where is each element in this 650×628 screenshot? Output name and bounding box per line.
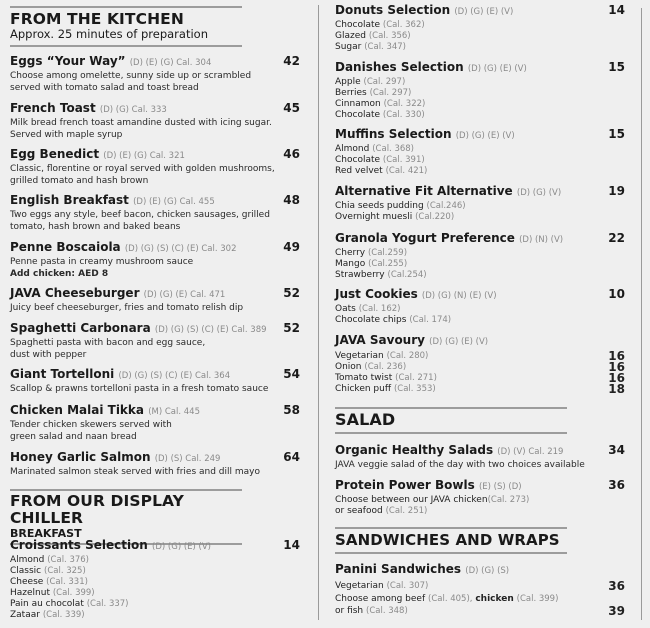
divider <box>335 432 567 434</box>
item-name: Donuts Selection <box>335 3 451 17</box>
divider <box>10 489 242 491</box>
item-desc: Two eggs any style, beef bacon, chicken sausages, grilled <box>10 210 270 220</box>
item-price: 49 <box>283 240 300 254</box>
option-cal: (Cal. 174) <box>409 315 452 325</box>
option-row <box>10 610 300 621</box>
option-row <box>10 599 300 610</box>
item-price: 10 <box>608 287 625 301</box>
item-desc: grilled tomato and hash brown <box>10 175 149 186</box>
item-desc: Marinated salmon steak served with fries and dill mayo <box>10 467 260 477</box>
option-name: Zataar <box>10 610 40 620</box>
item-name: Panini Sandwiches <box>335 562 462 576</box>
desc-cal: (Cal. 273) <box>487 495 530 505</box>
option-cal: (Cal. 236) <box>364 362 407 372</box>
option-name: Glazed <box>335 31 366 41</box>
item-name: Egg Benedict <box>10 147 100 161</box>
option-row <box>335 88 625 99</box>
item-tags: (D) (G) (E) Cal. 471 <box>143 290 226 300</box>
item-price: 54 <box>283 367 300 381</box>
item-tags: (D) (G) (S) (C) (E) Cal. 389 <box>154 325 267 335</box>
menu-item <box>10 240 300 280</box>
item-tags: (D) (G) (V) <box>516 188 562 198</box>
item-name: Protein Power Bowls <box>335 478 475 492</box>
divider <box>10 45 242 47</box>
option-cal: (Cal. 376) <box>47 555 89 565</box>
item-tags: (D) (S) Cal. 249 <box>154 454 221 464</box>
item-name: Giant Tortelloni <box>10 367 115 381</box>
menu-item <box>10 367 300 396</box>
item-tags: (D) (G) (E) (V) <box>467 64 527 74</box>
item-price: 34 <box>608 443 625 457</box>
option-row <box>10 566 300 577</box>
item-tags: (D) (G) (E) (V) <box>152 542 211 552</box>
option-name: Chicken puff <box>335 384 392 394</box>
option-name: Hazelnut <box>10 588 50 598</box>
option-row <box>335 201 625 212</box>
option-name: Chocolate chips <box>335 315 407 325</box>
option-cal: (Cal.259) <box>367 248 408 258</box>
option-row <box>335 384 625 395</box>
item-name: English Breakfast <box>10 193 129 207</box>
menu-item <box>335 562 625 617</box>
option-name: Overnight muesli <box>335 212 413 222</box>
option-row <box>335 20 625 31</box>
option-row <box>335 99 625 110</box>
column-divider <box>318 5 319 620</box>
item-tags: (D) (E) (G) Cal. 455 <box>133 197 215 207</box>
item-extra: Add chicken: AED 8 <box>10 268 109 279</box>
option-row <box>335 166 625 177</box>
item-name: French Toast <box>10 101 96 115</box>
item-tags: (D) (G) Cal. 333 <box>99 105 167 115</box>
option-cal: (Cal. 356) <box>368 31 411 41</box>
menu-item <box>335 127 625 177</box>
desc-cal: (Cal. 251) <box>385 506 428 516</box>
item-price: 19 <box>608 184 625 198</box>
item-desc: Juicy beef cheeseburger, fries and tomato relish dip <box>10 303 244 313</box>
item-desc <box>335 495 625 506</box>
option-price: 36 <box>608 579 625 593</box>
option-name: Mango <box>335 259 366 269</box>
option-name: Sugar <box>335 42 362 52</box>
option-cal: (Cal. 405), <box>428 594 473 604</box>
item-tags: (D) (V) Cal. 219 <box>497 447 564 457</box>
option-name: Apple <box>335 77 361 87</box>
item-desc: Served with maple syrup <box>10 129 123 140</box>
option-name: Chocolate <box>335 20 381 30</box>
option-row <box>335 304 625 315</box>
option-row <box>335 351 625 362</box>
option-name: Berries <box>335 88 367 98</box>
section-title: SANDWICHES AND WRAPS <box>335 531 560 549</box>
option-price: 16 <box>608 360 625 374</box>
item-desc: served with tomato salad and toast bread <box>10 82 199 93</box>
item-desc: dust with pepper <box>10 349 87 360</box>
item-name: JAVA Cheeseburger <box>10 286 140 300</box>
item-name: Alternative Fit Alternative <box>335 184 513 198</box>
menu-item <box>335 231 625 281</box>
chiller-header <box>10 489 242 545</box>
option-cal: (Cal. 362) <box>382 20 425 30</box>
item-price: 22 <box>608 231 625 245</box>
menu-item <box>10 450 300 479</box>
divider <box>335 407 567 409</box>
option-row <box>335 606 625 617</box>
option-price: 39 <box>608 604 625 618</box>
option-name: Chocolate <box>335 110 381 120</box>
option-row <box>335 581 625 592</box>
item-name: Granola Yogurt Preference <box>335 231 515 245</box>
option-cal: (Cal.246) <box>426 201 466 211</box>
item-desc: green salad and naan bread <box>10 431 137 442</box>
option-row <box>335 594 625 605</box>
kitchen-header <box>10 6 242 47</box>
option-cal: (Cal.254) <box>387 270 427 280</box>
option-name: Cinnamon <box>335 99 381 109</box>
menu-item <box>335 478 625 517</box>
option-cal: (Cal. 337) <box>86 599 129 609</box>
option-cal: (Cal. 322) <box>383 99 426 109</box>
option-row <box>10 588 300 599</box>
option-name: Almond <box>10 555 45 565</box>
option-row <box>335 31 625 42</box>
option-name: Almond <box>335 144 370 154</box>
option-row <box>335 110 625 121</box>
option-row <box>335 362 625 373</box>
item-name: Croissants Selection <box>10 538 148 552</box>
option-cal: (Cal. 297) <box>363 77 406 87</box>
item-price: 58 <box>283 403 300 417</box>
item-price: 48 <box>283 193 300 207</box>
option-name: Cheese <box>10 577 44 587</box>
divider <box>335 552 567 554</box>
item-tags: (D) (E) (G) Cal. 321 <box>103 151 185 161</box>
item-desc: Penne pasta in creamy mushroom sauce <box>10 257 194 267</box>
option-cal: (Cal. 280) <box>386 351 429 361</box>
option-name: Red velvet <box>335 166 383 176</box>
item-name: Muffins Selection <box>335 127 452 141</box>
salad-header <box>335 407 567 434</box>
option-name: Tomato twist <box>335 373 393 383</box>
menu-item <box>10 321 300 361</box>
item-name: Eggs “Your Way” <box>10 54 126 68</box>
item-name: Chicken Malai Tikka <box>10 403 144 417</box>
item-tags: (D) (N) (V) <box>519 235 564 245</box>
item-desc: Milk bread french toast amandine dusted with icing sugar. <box>10 118 272 128</box>
option-name: or fish <box>335 606 364 616</box>
option-price: 18 <box>608 382 625 396</box>
desc-text: or seafood <box>335 506 383 516</box>
right-edge-divider <box>641 8 642 620</box>
option-name: Chia seeds pudding <box>335 201 424 211</box>
item-tags: (D) (G) (E) (V) <box>455 131 515 141</box>
item-price: 42 <box>283 54 300 68</box>
item-price: 64 <box>283 450 300 464</box>
menu-item <box>335 184 625 223</box>
option-row <box>335 248 625 259</box>
item-name: Honey Garlic Salmon <box>10 450 151 464</box>
option-cal: (Cal. 347) <box>364 42 406 52</box>
option-name: Oats <box>335 304 356 314</box>
option-price: 16 <box>608 371 625 385</box>
section-title: SALAD <box>335 410 396 429</box>
item-tags: (D) (G) (E) (V) <box>429 337 489 347</box>
menu-item <box>10 403 300 443</box>
item-tags: (D) (G) (S) (C) (E) Cal. 364 <box>118 371 231 381</box>
menu-item <box>10 101 300 141</box>
option-cal: (Cal. 348) <box>366 606 408 616</box>
item-tags: (D) (G) (S) (C) (E) Cal. 302 <box>124 244 237 254</box>
option-row <box>335 77 625 88</box>
sandwich-header <box>335 527 567 554</box>
item-price: 14 <box>283 538 300 552</box>
option-name: Vegetarian <box>335 351 384 361</box>
option-row <box>335 155 625 166</box>
item-desc <box>335 506 625 517</box>
option-name: Classic <box>10 566 42 576</box>
option-cal: (Cal. 307) <box>386 581 429 591</box>
menu-item <box>10 286 300 315</box>
option-cal: (Cal. 325) <box>44 566 86 576</box>
item-desc: Scallop & prawns tortelloni pasta in a fresh tomato sauce <box>10 384 269 394</box>
option-cal: (Cal.255) <box>368 259 408 269</box>
item-desc: JAVA veggie salad of the day with two choices available <box>335 460 585 470</box>
option-name: Cherry <box>335 248 366 258</box>
menu-item <box>10 538 300 621</box>
option-name: chicken <box>475 594 514 604</box>
item-name: Organic Healthy Salads <box>335 443 494 457</box>
option-row <box>335 42 625 53</box>
section-title: FROM OUR DISPLAY CHILLER <box>10 492 184 527</box>
section-subtitle: Approx. 25 minutes of preparation <box>10 27 208 41</box>
menu-item <box>335 333 625 395</box>
section-subtitle: BREAKFAST <box>10 527 82 540</box>
item-price: 14 <box>608 3 625 17</box>
item-price: 15 <box>608 60 625 74</box>
option-row <box>335 315 625 326</box>
menu-item <box>335 60 625 121</box>
option-cal: (Cal. 368) <box>372 144 414 154</box>
option-name: Onion <box>335 362 362 372</box>
option-cal: (Cal. 421) <box>385 166 428 176</box>
option-name: Strawberry <box>335 270 385 280</box>
item-name: Just Cookies <box>335 287 418 301</box>
item-desc: Choose among omelette, sunny side up or scrambled <box>10 71 252 81</box>
option-cal: (Cal. 162) <box>358 304 401 314</box>
item-desc: Spaghetti pasta with bacon and egg sauce, <box>10 338 206 348</box>
option-row <box>335 144 625 155</box>
item-desc: Classic, florentine or royal served with golden mushrooms, <box>10 164 275 174</box>
item-price: 52 <box>283 321 300 335</box>
menu-item <box>10 54 300 94</box>
divider <box>10 6 242 8</box>
menu-item <box>335 287 625 326</box>
option-cal: (Cal. 339) <box>42 610 85 620</box>
option-row <box>10 577 300 588</box>
option-cal: (Cal. 297) <box>369 88 412 98</box>
option-row <box>335 259 625 270</box>
option-row <box>10 555 300 566</box>
item-desc: Tender chicken skewers served with <box>10 420 172 430</box>
item-price: 46 <box>283 147 300 161</box>
item-price: 45 <box>283 101 300 115</box>
option-row <box>335 373 625 384</box>
menu-item <box>10 147 300 187</box>
divider <box>335 527 567 529</box>
section-title: FROM THE KITCHEN <box>10 10 184 28</box>
desc-text: Choose between our JAVA chicken <box>335 495 488 505</box>
option-name: Vegetarian <box>335 581 384 591</box>
option-cal: (Cal. 330) <box>382 110 425 120</box>
item-name: Penne Boscaiola <box>10 240 121 254</box>
item-price: 52 <box>283 286 300 300</box>
item-tags: (D) (E) (G) Cal. 304 <box>129 58 212 68</box>
option-row <box>335 270 625 281</box>
item-name: JAVA Savoury <box>335 333 425 347</box>
option-cal: (Cal.220) <box>415 212 455 222</box>
menu-item <box>335 443 625 472</box>
item-tags: (D) (G) (E) (V) <box>454 7 514 17</box>
option-price: 16 <box>608 349 625 363</box>
item-desc: tomato, hash brown and baked beans <box>10 221 181 232</box>
item-tags: (D) (G) (S) <box>465 566 510 576</box>
option-name: Choose among beef <box>335 594 426 604</box>
item-name: Danishes Selection <box>335 60 464 74</box>
item-price: 36 <box>608 478 625 492</box>
option-cal: (Cal. 271) <box>395 373 437 383</box>
item-tags: (D) (G) (N) (E) (V) <box>421 291 497 301</box>
menu-item <box>10 193 300 233</box>
item-tags: (E) (S) (D) <box>478 482 522 492</box>
option-cal: (Cal. 331) <box>46 577 88 587</box>
option-cal: (Cal. 353) <box>393 384 436 394</box>
option-cal: (Cal. 399) <box>516 594 559 604</box>
option-row <box>335 212 625 223</box>
menu-item <box>335 3 625 53</box>
option-name: Chocolate <box>335 155 381 165</box>
item-tags: (M) Cal. 445 <box>148 407 200 417</box>
option-name: Pain au chocolat <box>10 599 84 609</box>
item-name: Spaghetti Carbonara <box>10 321 151 335</box>
option-cal: (Cal. 391) <box>382 155 425 165</box>
option-cal: (Cal. 399) <box>52 588 95 598</box>
item-price: 15 <box>608 127 625 141</box>
